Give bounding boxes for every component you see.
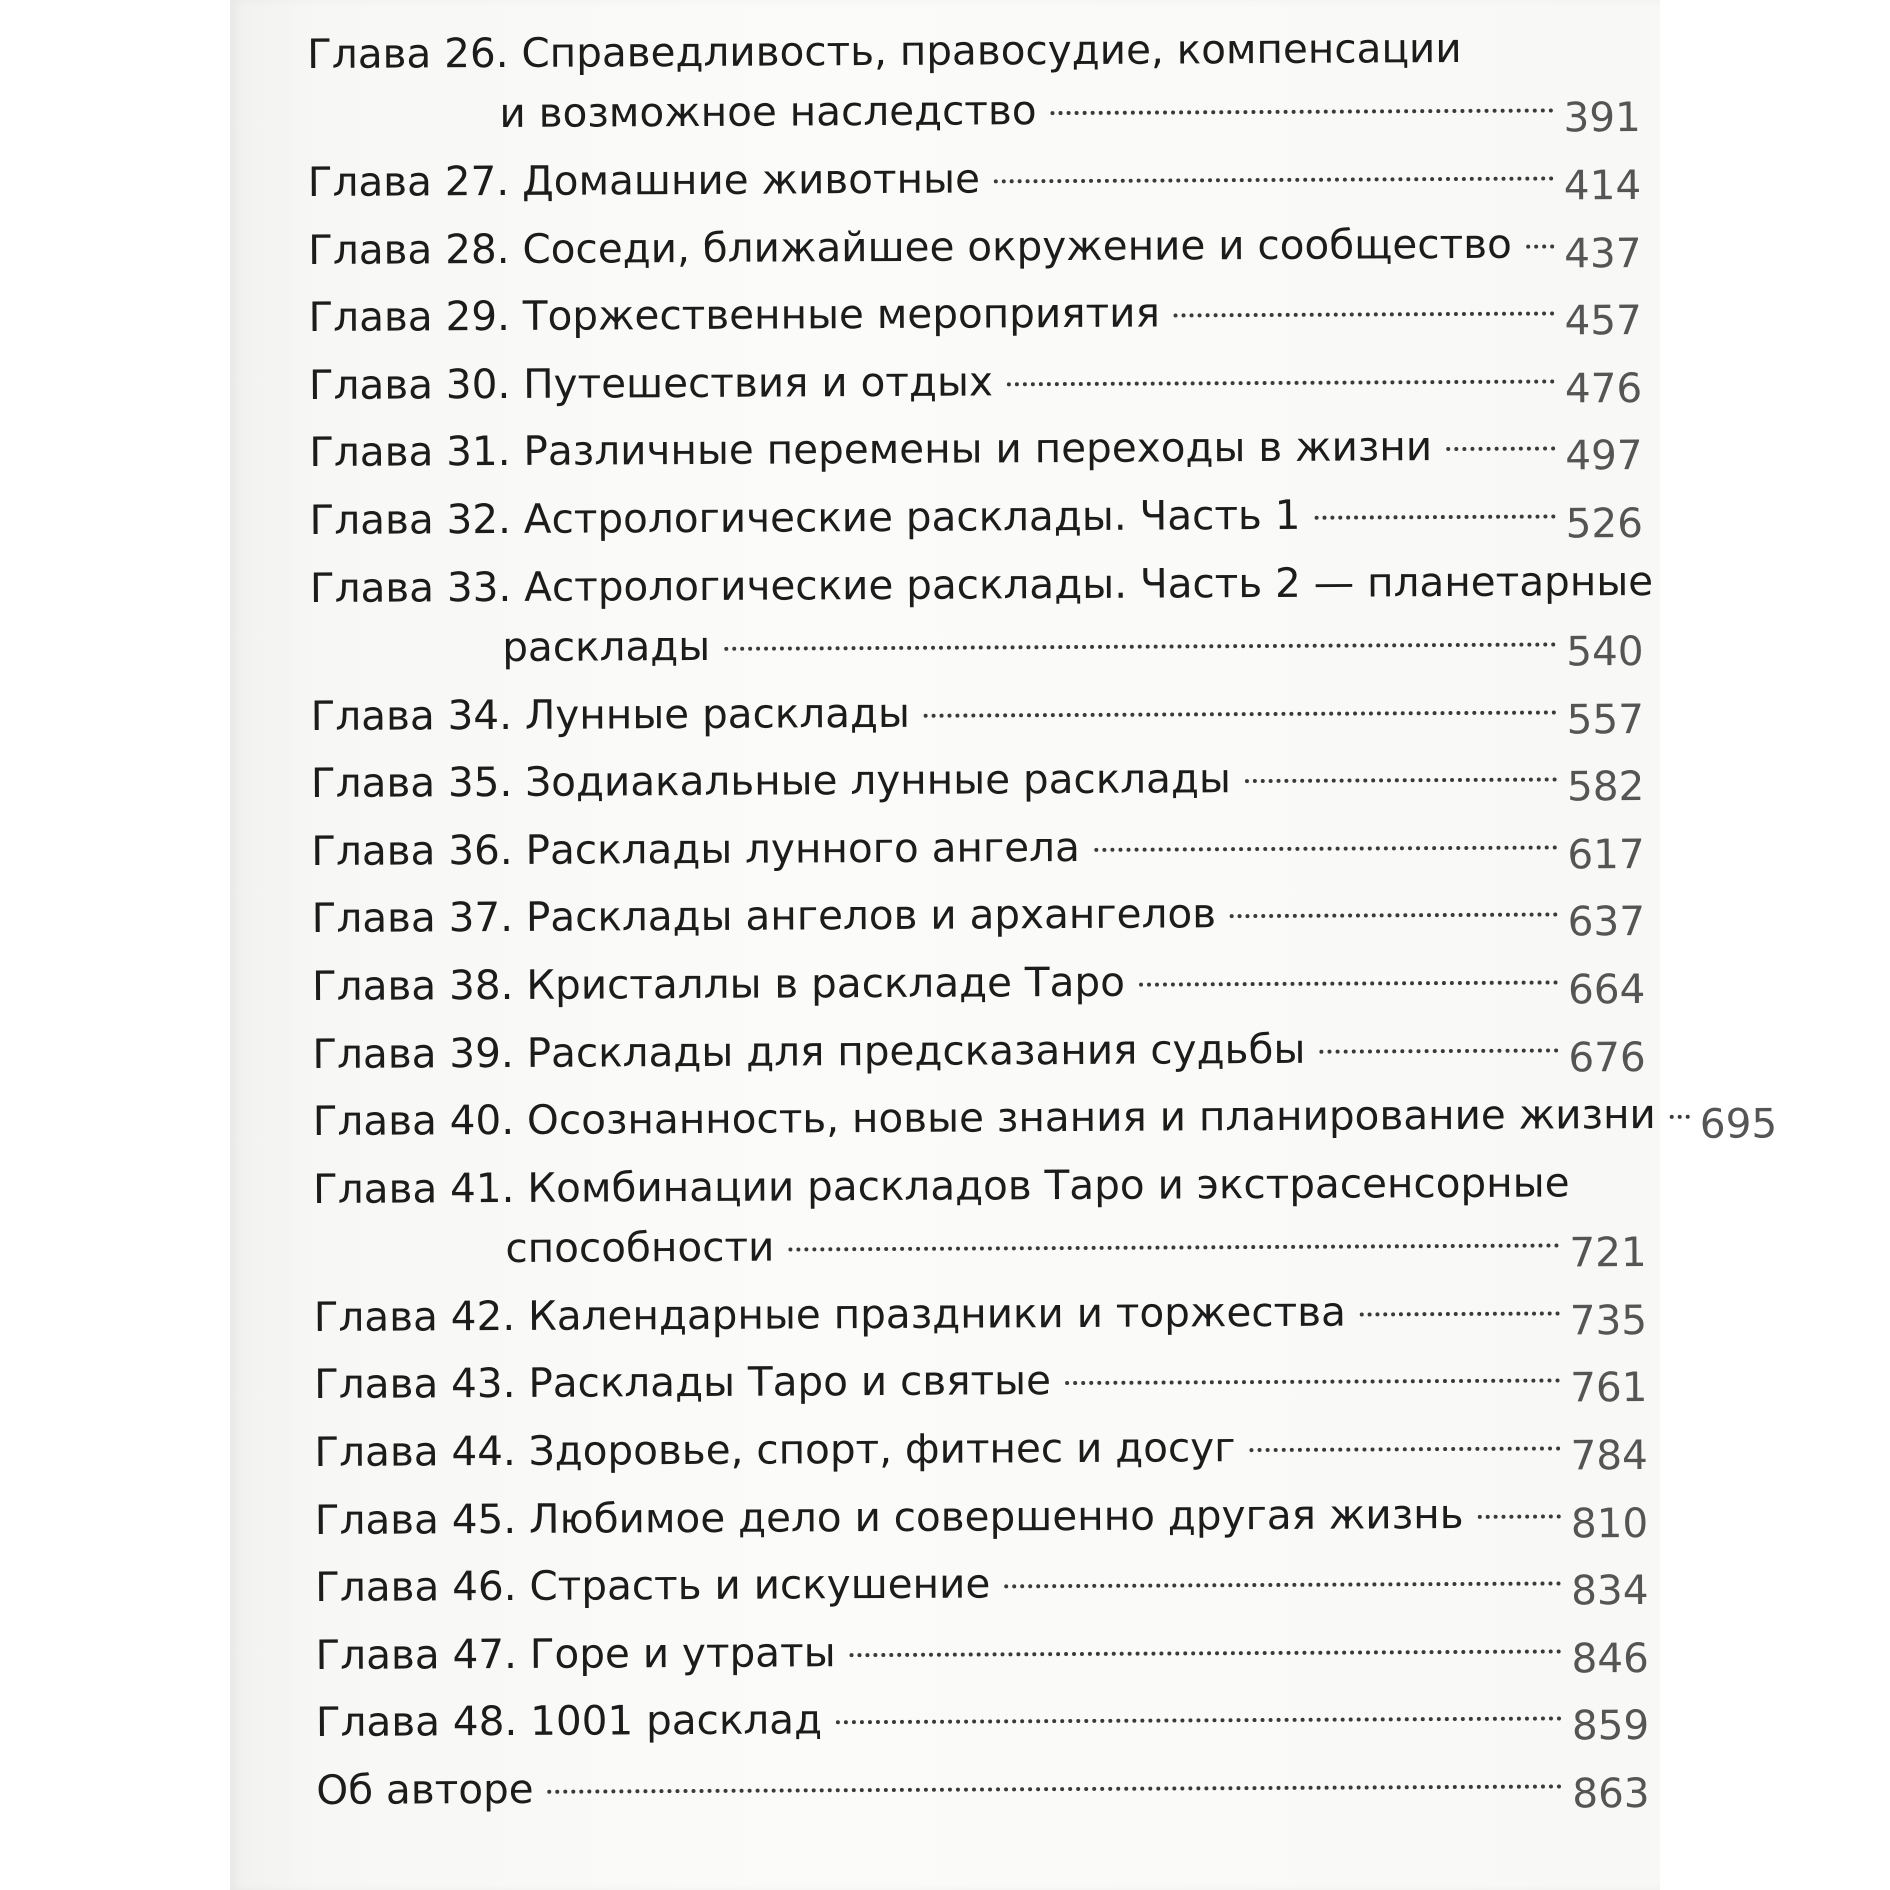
dot-leader — [1314, 514, 1555, 519]
toc-entry-page: 617 — [1567, 829, 1645, 879]
toc-entry-page: 810 — [1570, 1498, 1649, 1547]
toc-entry-page: 859 — [1571, 1701, 1650, 1750]
toc-entry-chapter-46 — [315, 1550, 1649, 1625]
toc-entry-page: 721 — [1569, 1227, 1647, 1277]
toc-entry-page: 414 — [1563, 161, 1642, 210]
dot-leader — [1007, 379, 1555, 386]
toc-entry-chapter-36 — [311, 814, 1645, 889]
toc-entry-chapter-35 — [310, 746, 1645, 821]
toc-entry-title-continued: и возможное наследство — [499, 86, 1037, 137]
toc-entry-page: 582 — [1566, 762, 1645, 811]
toc-entry-page: 476 — [1564, 363, 1643, 413]
dot-leader — [1245, 778, 1557, 784]
toc-entry-page: 437 — [1564, 228, 1642, 278]
dot-leader — [1446, 447, 1555, 452]
toc-entry-title: Глава 33. Астрологические расклады. Часть 2 — планетарные — [309, 556, 1654, 612]
toc-entry-title: Глава 42. Календарные праздники и торжества — [313, 1287, 1346, 1341]
toc-entry-chapter-44 — [314, 1415, 1648, 1490]
toc-entry-page: 846 — [1571, 1633, 1650, 1683]
dot-leader — [1230, 913, 1558, 919]
toc-entry-page: 676 — [1568, 1032, 1646, 1081]
dot-leader — [724, 642, 1556, 650]
dot-leader — [1526, 244, 1554, 248]
toc-entry-page: 695 — [1699, 1099, 1778, 1148]
toc-entry-title: Глава 40. Осознанность, новые знания и планирование жизни — [312, 1090, 1656, 1146]
toc-entry-title: Глава 41. Комбинации раскладов Таро и экстрасенсорные — [312, 1158, 1570, 1213]
toc-entry-chapter-33 — [309, 551, 1654, 686]
table-of-contents — [307, 17, 1778, 1827]
toc-entry-page: 457 — [1564, 296, 1643, 345]
toc-entry-page: 664 — [1567, 964, 1646, 1014]
toc-entry-title: Глава 31. Различные перемены и переходы в жизни — [309, 422, 1433, 477]
toc-entry-title: Глава 27. Домашние животные — [307, 154, 981, 206]
toc-entry-title: Глава 44. Здоровье, спорт, фитнес и досуг — [314, 1423, 1236, 1476]
toc-entry-page: 735 — [1569, 1295, 1648, 1345]
toc-entry-title-continued: способности — [505, 1222, 775, 1272]
toc-entry-title-continued: расклады — [502, 621, 711, 671]
toc-entry-title: Глава 30. Путешествия и отдых — [308, 357, 993, 409]
toc-entry-chapter-30 — [308, 348, 1643, 423]
dot-leader — [836, 1717, 1562, 1725]
toc-entry-chapter-34 — [310, 679, 1645, 754]
toc-entry-page: 784 — [1570, 1430, 1648, 1480]
toc-entry-title: Глава 46. Страсть и искушение — [315, 1559, 991, 1612]
dot-leader — [1094, 845, 1558, 851]
toc-entry-chapter-41 — [312, 1152, 1647, 1287]
toc-entry-page: 834 — [1571, 1566, 1649, 1615]
toc-entry-chapter-37 — [311, 881, 1646, 956]
toc-entry-page: 557 — [1566, 694, 1645, 743]
toc-entry-title: Глава 26. Справедливость, правосудие, компенсации — [307, 23, 1462, 78]
toc-entry-page: 863 — [1572, 1768, 1650, 1818]
toc-entry-chapter-40 — [312, 1084, 1778, 1159]
toc-entry-chapter-28 — [308, 213, 1642, 288]
toc-entry-page: 761 — [1570, 1363, 1648, 1412]
dot-leader — [1139, 980, 1558, 986]
dot-leader — [548, 1784, 1563, 1793]
dot-leader — [1319, 1048, 1558, 1053]
toc-entry-chapter-38 — [311, 949, 1646, 1024]
dot-leader — [1360, 1311, 1560, 1316]
dot-leader — [1250, 1446, 1561, 1452]
dot-leader — [1174, 312, 1555, 318]
toc-entry-page: 497 — [1565, 431, 1643, 480]
toc-entry-title: Глава 47. Горе и утраты — [315, 1627, 836, 1679]
dot-leader — [1065, 1379, 1560, 1386]
toc-entry-chapter-47 — [315, 1618, 1650, 1693]
toc-entry-page: 526 — [1565, 498, 1644, 548]
dot-leader — [1478, 1514, 1561, 1518]
toc-entry-chapter-32 — [309, 483, 1644, 558]
toc-entry-title: Глава 45. Любимое дело и совершенно другая жизнь — [314, 1489, 1464, 1544]
dot-leader — [1051, 108, 1554, 115]
dot-leader — [924, 710, 1557, 717]
toc-entry-title: Глава 35. Зодиакальные лунные расклады — [310, 754, 1232, 808]
toc-entry-title: Глава 39. Расклады для предсказания судьбы — [312, 1024, 1306, 1078]
dot-leader — [850, 1649, 1562, 1657]
toc-entry-title: Глава 37. Расклады ангелов и архангелов — [311, 889, 1217, 943]
toc-entry-chapter-26 — [307, 17, 1641, 152]
toc-entry-chapter-29 — [308, 280, 1643, 355]
toc-entry-page: 637 — [1567, 897, 1646, 946]
toc-entry-title: Глава 34. Лунные расклады — [310, 688, 911, 740]
toc-entry-chapter-48 — [315, 1685, 1650, 1760]
toc-entry-chapter-27 — [307, 145, 1642, 220]
dot-leader — [1004, 1582, 1561, 1589]
toc-entry-chapter-39 — [312, 1017, 1646, 1092]
toc-entry-page: 391 — [1563, 93, 1641, 142]
toc-entry-chapter-31 — [309, 415, 1643, 490]
toc-entry-title: Глава 43. Расклады Таро и святые — [313, 1356, 1052, 1409]
toc-entry-title: Глава 32. Астрологические расклады. Часть 1 — [309, 490, 1301, 544]
dot-leader — [1670, 1115, 1690, 1119]
toc-entry-title: Глава 28. Соседи, ближайшее окружение и сообщество — [308, 219, 1512, 274]
toc-entry-title: Глава 29. Торжественные мероприятия — [308, 288, 1161, 342]
dot-leader — [788, 1243, 1559, 1251]
toc-entry-title: Глава 38. Кристаллы в раскладе Таро — [311, 957, 1126, 1010]
dot-leader — [994, 176, 1554, 183]
toc-entry-chapter-42 — [313, 1280, 1648, 1355]
toc-entry-chapter-43 — [313, 1347, 1648, 1422]
toc-entry-title: Об авторе — [316, 1764, 534, 1814]
toc-entry-title: Глава 36. Расклады лунного ангела — [311, 822, 1080, 875]
toc-entry-title: Глава 48. 1001 расклад — [315, 1695, 823, 1747]
toc-entry-page: 540 — [1566, 626, 1644, 675]
toc-entry-about-author — [316, 1753, 1650, 1828]
toc-entry-chapter-45 — [314, 1483, 1649, 1558]
